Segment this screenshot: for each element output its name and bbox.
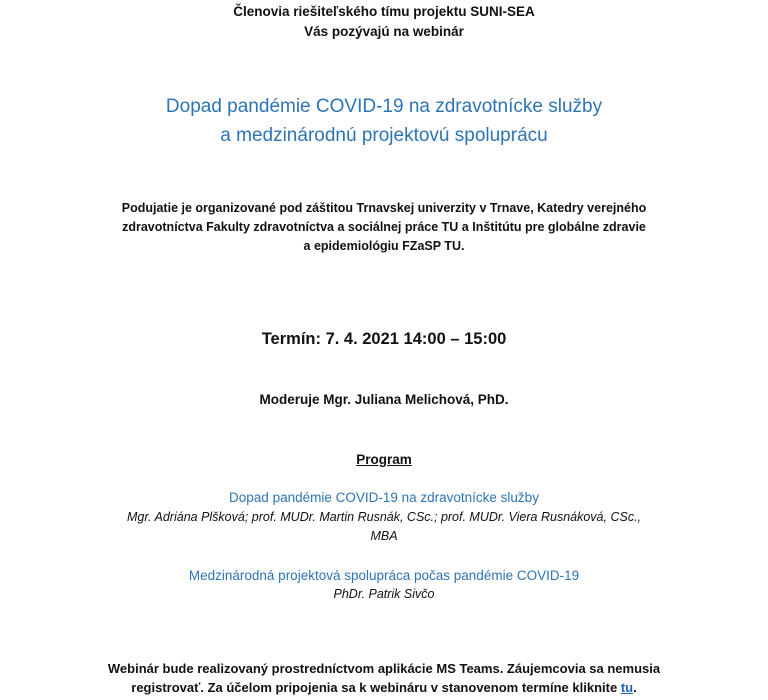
webinar-title-line-2: a medzinárodnú projektovú spoluprácu bbox=[220, 125, 548, 146]
footer-line-1: Webinár bude realizovaný prostredníctvom aplikácie MS Teams. Záujemcovia sa nemusia bbox=[107, 661, 661, 676]
description-line-1: Podujatie je organizované pod záštitou Trnavskej univerzity v Trnave, Katedry verejného bbox=[121, 201, 647, 215]
footer-line-2-period: . bbox=[633, 680, 637, 695]
talk-1-speakers-line-2: MBA bbox=[370, 529, 398, 543]
talk-2-title: Medzinárodná projektová spolupráca počas pandémie COVID-19 bbox=[188, 568, 580, 583]
webinar-title-line-1: Dopad pandémie COVID-19 na zdravotnícke služby bbox=[165, 96, 603, 117]
program-heading: Program bbox=[356, 452, 412, 467]
description-line-3: a epidemiológiu FZaSP TU. bbox=[303, 239, 465, 253]
join-webinar-link[interactable]: tu bbox=[620, 680, 634, 695]
moderator: Moderuje Mgr. Juliana Melichová, PhD. bbox=[259, 392, 509, 407]
talk-1-speakers-line-1: Mgr. Adriána Plšková; prof. MUDr. Martin Rusnák, CSc.; prof. MUDr. Viera Rusnáková, CSc., bbox=[126, 510, 642, 524]
header-line-2: Vás pozývajú na webinár bbox=[304, 24, 464, 39]
footer-line-2-text: registrovať. Za účelom pripojenia sa k webináru v stanovenom termíne kliknite bbox=[131, 680, 621, 695]
header-line-1: Členovia riešiteľského tímu projektu SUNI-SEA bbox=[233, 4, 535, 19]
talk-1-title: Dopad pandémie COVID-19 na zdravotnícke služby bbox=[229, 490, 539, 505]
event-date-time: Termín: 7. 4. 2021 14:00 – 15:00 bbox=[261, 330, 507, 348]
talk-2-speakers: PhDr. Patrik Sivčo bbox=[333, 587, 435, 601]
description-line-2: zdravotníctva Fakulty zdravotníctva a sociálnej práce TU a Inštitútu pre globálne zdravie bbox=[122, 220, 646, 234]
footer-line-2 bbox=[0, 680, 768, 695]
